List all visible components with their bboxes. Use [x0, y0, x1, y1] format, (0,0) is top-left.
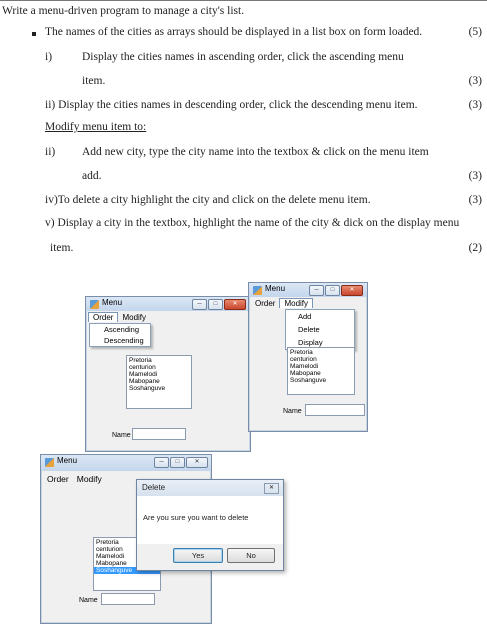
menu-item-ascending[interactable]: Ascending	[104, 325, 140, 334]
name-label: Name	[79, 597, 98, 604]
list-item[interactable]: Pretoria	[290, 349, 313, 356]
menu-modify[interactable]: Modify	[76, 474, 102, 484]
window-title: Menu	[57, 456, 78, 465]
title-bar	[249, 283, 367, 297]
list-item[interactable]: Pretoria	[129, 357, 152, 364]
maximize-icon[interactable]: □	[170, 457, 185, 468]
close-icon[interactable]: ✕	[224, 299, 246, 310]
title-bar	[41, 455, 211, 471]
item-2-cont: item.	[82, 75, 106, 87]
dialog-message: Are you sure you want to delete	[143, 513, 249, 522]
list-item[interactable]: centurion	[96, 546, 123, 553]
list-item[interactable]: Mamelodi	[290, 363, 319, 370]
list-item[interactable]: Soshanguve	[129, 385, 166, 392]
form-window-modify	[248, 282, 368, 432]
item-7-text: v) Display a city in the textbox, highlight the name of the city & dick on the display menu	[45, 217, 460, 229]
item-6-text: iv)To delete a city highlight the city and click on the delete menu item.	[45, 194, 371, 206]
minimize-icon[interactable]: ─	[154, 457, 169, 468]
order-dropdown	[89, 323, 151, 347]
name-textbox[interactable]	[132, 428, 186, 440]
menu-item-display[interactable]: Display	[298, 338, 323, 347]
delete-dialog	[136, 479, 284, 571]
minimize-icon[interactable]: ─	[192, 299, 207, 310]
city-listbox[interactable]	[287, 347, 355, 395]
menu-modify[interactable]: Modify	[122, 313, 147, 322]
dialog-title: Delete	[142, 483, 166, 492]
app-icon	[90, 300, 99, 309]
name-label: Name	[112, 432, 131, 439]
item-5-mark: (3)	[468, 170, 482, 182]
no-button[interactable]: No	[227, 548, 275, 563]
list-item[interactable]: Mabopane	[96, 560, 127, 567]
yes-button[interactable]: Yes	[173, 548, 223, 563]
form-window-order	[85, 296, 251, 452]
item-3-text: ii) Display the cities names in descending order, click the descending menu item.	[45, 99, 418, 111]
item-7-cont: item.	[50, 242, 74, 254]
window-title: Menu	[102, 298, 123, 307]
item-2-label: i)	[45, 51, 53, 63]
menu-modify[interactable]: Modify	[279, 298, 313, 308]
minimize-icon[interactable]: ─	[309, 285, 324, 296]
intro-line: Write a menu-driven program to manage a city's list.	[2, 5, 245, 17]
close-icon[interactable]: ✕	[341, 285, 363, 296]
title-bar	[86, 297, 250, 311]
menu-order[interactable]: Order	[255, 299, 276, 308]
dialog-title-bar	[137, 480, 283, 496]
maximize-icon[interactable]: □	[325, 285, 340, 296]
list-item[interactable]: centurion	[129, 364, 156, 371]
item-7-mark: (2)	[468, 242, 482, 254]
menu-bar	[43, 474, 106, 484]
menu-item-delete[interactable]: Delete	[298, 325, 320, 334]
item-3-mark: (3)	[468, 99, 482, 111]
name-label: Name	[283, 408, 302, 415]
item-5-text: Add new city, type the city name into the textbox & click on the menu item	[82, 146, 429, 158]
item-5-label: ii)	[45, 146, 56, 158]
item-1-mark: (5)	[468, 26, 482, 38]
list-item[interactable]: Mamelodi	[129, 371, 158, 378]
item-1-text: The names of the cities as arrays should be displayed in a list box on form loaded.	[45, 26, 423, 38]
maximize-icon[interactable]: □	[208, 299, 223, 310]
list-item[interactable]: centurion	[290, 356, 317, 363]
list-item[interactable]: Soshanguve	[290, 377, 327, 384]
name-textbox[interactable]	[305, 404, 365, 416]
item-5-cont: add.	[82, 170, 102, 182]
menu-bar	[88, 312, 150, 322]
top-rule	[0, 0, 487, 1]
dialog-close-icon[interactable]: ✕	[264, 483, 279, 494]
list-item[interactable]: Pretoria	[96, 539, 119, 546]
window-title: Menu	[265, 284, 286, 293]
menu-item-descending[interactable]: Descending	[104, 336, 144, 345]
modify-heading: Modify menu item to:	[45, 121, 147, 133]
list-item[interactable]: Mabopane	[290, 370, 321, 377]
list-item[interactable]: Mamelodi	[96, 553, 125, 560]
item-2-text: Display the cities names in ascending order, click the ascending menu	[82, 51, 404, 63]
app-icon	[253, 286, 262, 295]
dialog-footer	[137, 544, 283, 570]
menu-order[interactable]: Order	[88, 312, 118, 322]
item-6-mark: (3)	[468, 194, 482, 206]
menu-item-add[interactable]: Add	[298, 312, 312, 321]
list-item[interactable]: Mabopane	[129, 378, 160, 385]
list-item-selected[interactable]: Soshanguve	[94, 567, 160, 574]
menu-order[interactable]: Order	[47, 474, 69, 484]
bullet-marker	[32, 32, 36, 36]
modify-dropdown	[285, 309, 355, 350]
city-listbox[interactable]	[126, 355, 192, 409]
item-2-mark: (3)	[468, 75, 482, 87]
menu-bar	[251, 298, 313, 308]
close-icon[interactable]: ✕	[186, 457, 208, 468]
name-textbox[interactable]	[101, 593, 155, 605]
app-icon	[45, 458, 54, 467]
